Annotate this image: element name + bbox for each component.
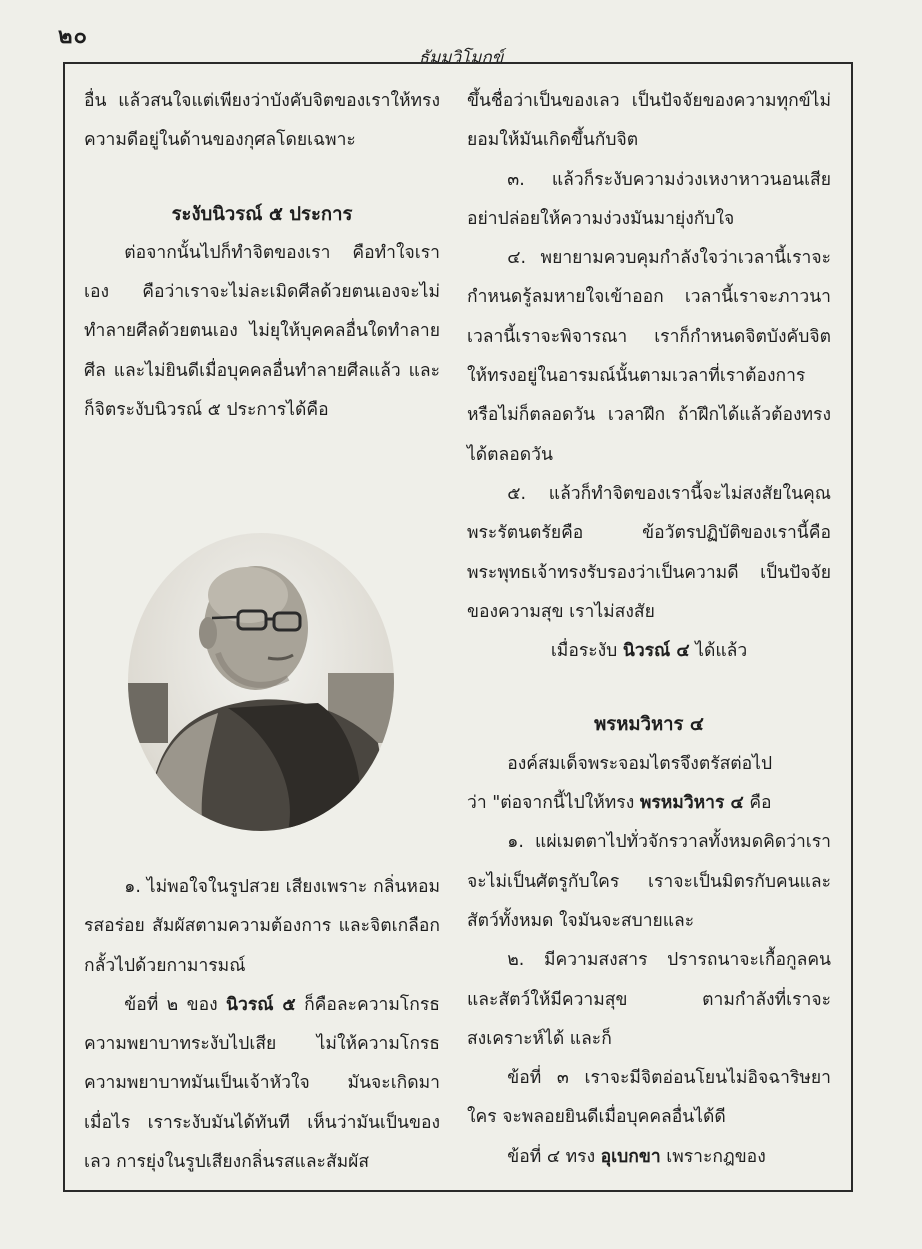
paragraph: ๒. มีความสงสาร ปรารถนาจะเกื้อกูลคนและสัตว์ให้มีความสุข ตามกำลังที่เราจะสงเคราะห์ได้ และก็ [467,950,831,1049]
section-heading: ระงับนิวรณ์ ๕ ประการ [171,203,353,225]
bold-term: พรหมวิหาร ๔ [639,793,744,814]
left-column-top [84,82,440,430]
left-column-bottom [84,868,440,1182]
right-column [467,82,831,1177]
paragraph: ต่อจากนั้นไปก็ทำจิตของเรา คือทำใจเราเอง คือว่าเราจะไม่ละเมิดศีลด้วยตนเองจะไม่ทำลายศีลด้วยตนเอง ไม่ยุให้บุคคลอื่นใดทำลายศีล และไม่ยินดีเมื่อบุคคลอื่นทำลายศีลแล้ว และก็จิตระงับนิวรณ์ ๕ ประการได้คือ [84,242,440,421]
paragraph [467,1138,831,1177]
paragraph [467,784,831,823]
running-header-text: ธัมมวิโมกข์ [413,48,510,68]
bold-term: อุเบกขา [600,1146,661,1167]
paragraph [84,986,440,1182]
text: เมื่อระงับ [550,641,623,662]
paragraph: องค์สมเด็จพระจอมไตรจึงตรัสต่อไป [507,753,773,774]
text: ข้อที่ ๔ ทรง [507,1146,601,1167]
paragraph: ขึ้นชื่อว่าเป็นของเลว เป็นปัจจัยของความทุกข์ไม่ยอมให้มันเกิดขึ้นกับจิต [467,91,831,151]
paragraph: ๔. พยายามควบคุมกำลังใจว่าเวลานี้เราจะกำหนดรู้ลมหายใจเข้าออก เวลานี้เราจะภาวนา เวลานี้เราจะพิจารณา เราก็กำหนดจิตบังคับจิต ให้ทรงอยู่ในอารมณ์นั้นตามเวลาที่เราต้องการหรือไม่ก็ตลอดวัน เวลาฝึก ถ้าฝึกได้แล้วต้องทรงได้ตลอดวัน [467,248,831,465]
text: ได้แล้ว [689,641,748,662]
text: ข้อที่ ๒ ของ [124,994,227,1015]
paragraph [467,632,831,671]
paragraph: ข้อที่ ๓ เราจะมีจิตอ่อนโยนไม่อิจฉาริษยาใคร จะพลอยยินดีเมื่อบุคคลอื่นได้ดี [467,1068,831,1128]
paragraph: ๓. แล้วก็ระงับความง่วงเหงาหาวนอนเสีย อย่าปล่อยให้ความง่วงมันมายุ่งกับใจ [467,169,831,229]
bold-term: นิวรณ์ ๔ [622,641,690,662]
text: เพราะกฎของ [660,1146,766,1167]
bold-term: นิวรณ์ ๕ [226,994,296,1015]
text: ก็คือละความโกรธ ความพยาบาทระงับไปเสีย ไม่ให้ความโกรธความพยาบาทมันเป็นเจ้าหัวใจ มันจะเกิดมาเมื่อไร เราระงับมันได้ทันที เห็นว่ามันเป็นของเลว การยุ่งในรูปเสียงกลิ่นรสและสัมผัส [84,994,440,1173]
portrait-photo [128,533,394,831]
portrait-photo-icon [128,533,394,831]
paragraph: ๕. แล้วก็ทำจิตของเรานี้จะไม่สงสัยในคุณพระรัตนตรัยคือ ข้อวัตรปฏิบัติของเรานี้คือพระพุทธเจ้าทรงรับรองว่าเป็นความดี เป็นปัจจัยของความสุข เราไม่สงสัย [467,483,831,622]
text: ว่า "ต่อจากนี้ไปให้ทรง [467,793,640,814]
paragraph: ๑. แผ่เมตตาไปทั่วจักรวาลทั้งหมดคิดว่าเราจะไม่เป็นศัตรูกับใคร เราจะเป็นมิตรกับคนและสัตว์ทั้งหมด ใจมันจะสบายและ [467,832,831,931]
paragraph: อื่น แล้วสนใจแต่เพียงว่าบังคับจิตของเราให้ทรงความดีอยู่ในด้านของกุศลโดยเฉพาะ [84,91,440,151]
text: คือ [743,793,772,814]
section-heading: พรหมวิหาร ๔ [594,714,704,736]
page-number: ๒๐ [58,24,88,49]
paragraph: ๑. ไม่พอใจในรูปสวย เสียงเพราะ กลิ่นหอม รสอร่อย สัมผัสตามความต้องการ และจิตเกลือกกลั้วไปด้วยกามารมณ์ [84,877,440,976]
